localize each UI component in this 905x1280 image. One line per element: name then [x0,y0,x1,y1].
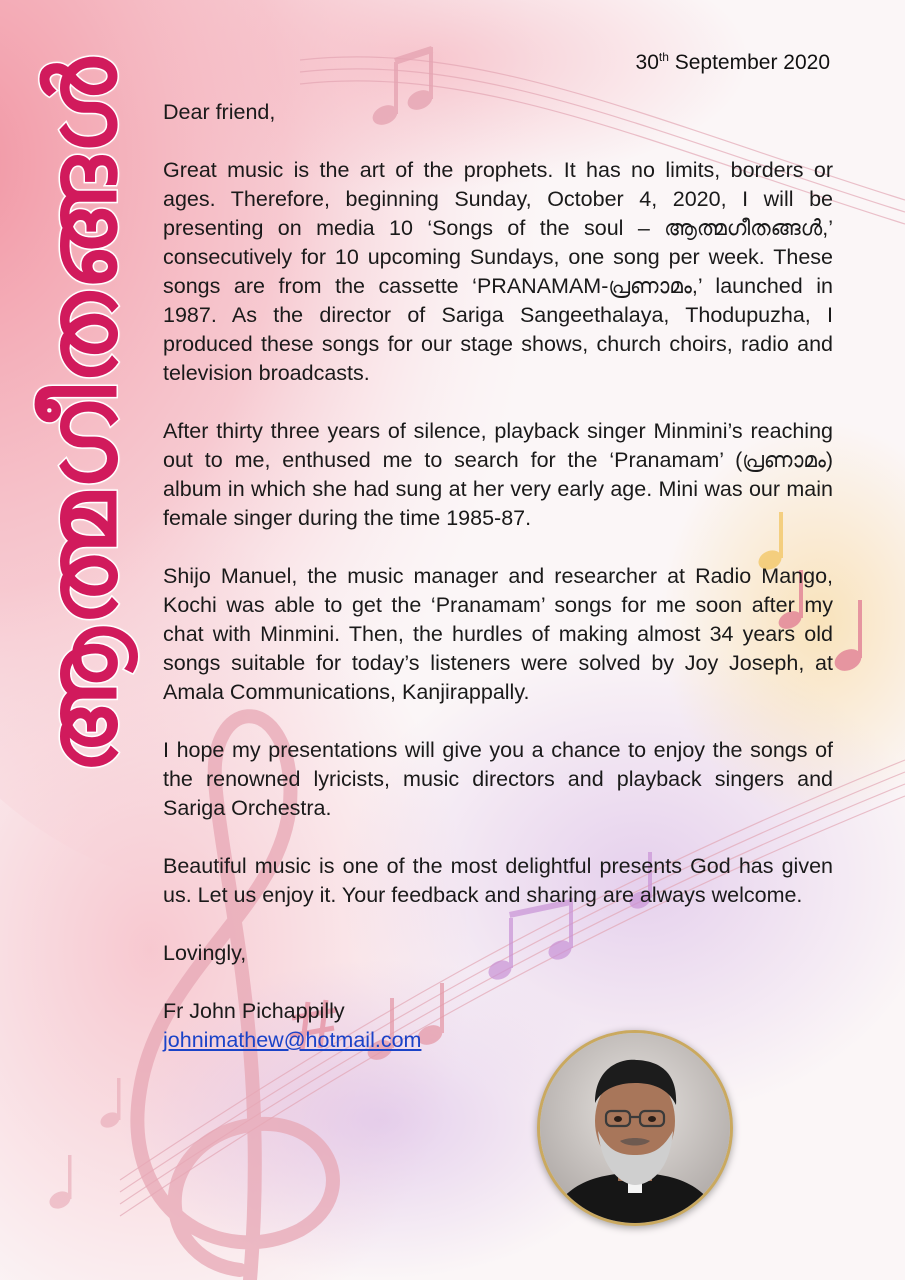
date-day: 30 [635,51,659,74]
author-portrait [537,1030,733,1226]
paragraph-1: Great music is the art of the prophets. It has no limits, borders or ages. Therefore, beginning Sunday, October 4, 2020, I will be presenting on media 10 ‘Songs of the soul – ആത്മഗീതങ്ങൾ,’ consecutively for 10 upcoming Sundays, one song per week. These songs are from the cassette ‘PRANAMAM-പ്രണാമം,’ launched in 1987. As the director of Sariga Sangeethalaya, Thodupuzha, I produced these songs for our stage shows, church choirs, radio and television broadcasts. [163,158,833,385]
letter-date [636,50,830,75]
title-script: ആത്മഗീതങ്ങൾ [26,56,138,774]
signature-name: Fr John Pichappilly [163,999,345,1023]
paragraph-4: I hope my presentations will give you a chance to enjoy the songs of the renowned lyricists, music directors and playback singers and Sariga Orchestra. [163,738,833,820]
signature-block [163,939,833,1055]
date-month-year: September 2020 [668,51,830,74]
paragraph-3: Shijo Manuel, the music manager and researcher at Radio Mango, Kochi was able to get the ‘Pranamam’ songs for me soon after my chat with Minmini. Then, the hurdles of making almost 34 years old songs suitable for today’s listeners were solved by Joy Joseph, at Amala Communications, Kanjirappally. [163,564,833,704]
letter-body [163,98,833,1055]
paragraph-5: Beautiful music is one of the most delightful presents God has given us. Let us enjoy it. Your feedback and sharing are always welcome. [163,854,833,907]
paragraph-2: After thirty three years of silence, playback singer Minmini’s reaching out to me, enthused me to search for the ‘Pranamam’ (പ്രണാമം) album in which she had sung at her very early age. Mini was our main female singer during the time 1985-87. [163,419,833,530]
email-link[interactable]: johnimathew@hotmail.com [163,1028,422,1052]
vertical-title-banner [18,56,148,774]
greeting: Dear friend, [163,100,276,124]
date-suffix: th [658,50,669,64]
closing: Lovingly, [163,941,247,965]
